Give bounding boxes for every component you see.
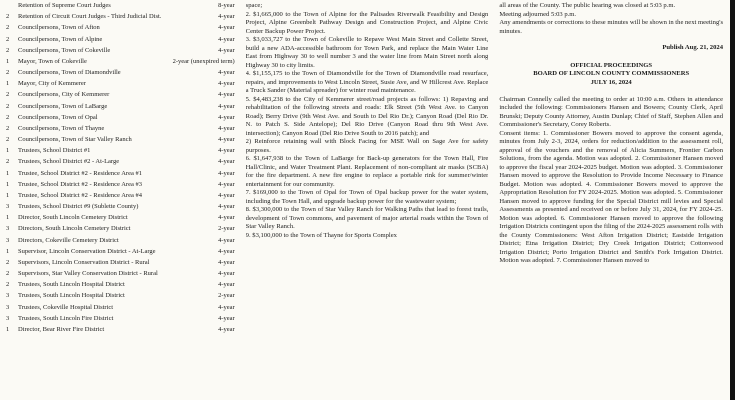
ballot-office-title: Retention of Supreme Court Judges (18, 2, 111, 9)
ballot-office-title: Trustees, School District #2 - At-Large (18, 158, 120, 166)
ballot-office-term: 4-year (218, 13, 235, 21)
ballot-office-count: 1 (6, 191, 10, 199)
grant-project-paragraph: 8. $3,300,000 to the Town of Star Valley Ranch for Walking Paths that lead to forest trails, development of Town commons, and pavement of major arterial roads within the Town of Star Valley Ranch. (245, 206, 489, 230)
ballot-office-row (6, 58, 235, 67)
ballot-offices-column (6, 2, 235, 400)
ballot-office-count: 3 (6, 292, 10, 300)
ballot-office-term: 4-year (218, 314, 235, 322)
ballot-office-term: 4-year (218, 102, 235, 110)
ballot-office-term: 4-year (218, 247, 235, 255)
ballot-office-count: 2 (6, 158, 10, 166)
ballot-office-title: Councilpersons, Town of Diamondville (18, 69, 121, 77)
ballot-office-count: 2 (6, 113, 10, 121)
ballot-office-row (6, 237, 235, 246)
publish-date-line: Publish Aug. 21, 2024 (662, 44, 723, 51)
ballot-office-count: 1 (6, 57, 10, 65)
ballot-office-count: 2 (6, 102, 10, 110)
ballot-office-term: 4-year (218, 180, 235, 188)
ballot-office-title: Mayor, City of Kemmerer (18, 80, 86, 88)
ballot-office-count: 2 (6, 69, 10, 77)
ballot-office-count: 2 (6, 281, 10, 289)
ballot-office-count: 2 (6, 46, 10, 54)
ballot-office-row (6, 2, 235, 11)
ballot-office-title: Councilpersons, Town of Cokeville (18, 46, 111, 54)
proceedings-heading-date: JULY 16, 2024 (590, 78, 632, 86)
grant-project-paragraph: 4. $1,155,175 to the Town of Diamondville for the Town of Diamondville road resurface, repairs, and improvements to West Lincoln Street, Susie Ave, and W Hillcrest Ave. Replace a Truck Sander (Material spreader) for winter road maintenance. (245, 70, 489, 94)
ballot-office-count: 1 (6, 180, 10, 188)
ballot-office-row (6, 326, 235, 335)
ballot-office-count: 2 (6, 35, 10, 43)
grant-project-paragraph: 3. $3,033,727 to the Town of Cokeville to Repave West Main Street and Collette Street, build a new ADA-accessible bathroom for Town Park, and replace the Main Water Line East from Highway 30 to well number 3 and the water line from Main Street north along Highway 30 to city limits. (245, 36, 489, 69)
ballot-office-title: Trustees, School District #1 (18, 147, 91, 155)
amendments-note: Any amendments or corrections to these minutes will be shown in the next meeting's minutes. (499, 19, 723, 35)
ballot-office-row (6, 214, 235, 223)
ballot-office-title: Councilpersons, Town of Star Valley Ranch (18, 136, 132, 144)
meeting-adjourned-line: Meeting adjourned 5:03 p.m. (499, 10, 577, 18)
ballot-office-title: Trustees, South Lincoln Hospital District (18, 281, 125, 289)
ballot-office-row (6, 281, 235, 290)
ballot-office-title: Trustees, School District #9 (Sublette County) (18, 203, 139, 211)
ballot-office-count (6, 2, 18, 11)
ballot-office-term: 2-year (218, 225, 235, 233)
ballot-office-count: 2 (6, 91, 10, 99)
ballot-office-row (6, 114, 235, 123)
ballot-office-title: Trustees, South Lincoln Fire District (18, 314, 114, 322)
ballot-office-term: 4-year (218, 325, 235, 333)
ballot-office-row (6, 103, 235, 112)
ballot-office-count: 1 (6, 247, 10, 255)
ballot-office-row (6, 24, 235, 33)
grant-projects-column (246, 2, 489, 400)
grant-project-paragraph: 7. $169,000 to the Town of Opal for Town of Opal backup power for the water system, including the Town Hall, and upgrade backup power for the wastewater system; (245, 189, 489, 205)
ballot-office-term: 4-year (218, 35, 235, 43)
ballot-office-title: Directors, Cokeville Cemetery District (18, 236, 119, 244)
ballot-office-term: 4-year (218, 80, 235, 88)
grant-project-paragraph: 2. $1,665,000 to the Town of Alpine for the Palisades Riverwalk Feasibility and Design Project, Alpine Greenbelt Pathway Design and Construction Project, and Alpine Civic Center Backup Power Project. (245, 10, 489, 35)
ballot-office-title: Supervisors, Star Valley Conservation District - Rural (18, 270, 158, 278)
ballot-office-row (6, 270, 235, 279)
ballot-office-title: Councilpersons, Town of Alpine (18, 35, 103, 43)
ballot-office-row (6, 80, 235, 89)
ballot-office-row (6, 136, 235, 145)
prior-minutes-continuation: all areas of the County. The public hearing was closed at 5:03 p.m. (499, 2, 676, 9)
ballot-office-term: 8-year (218, 2, 235, 9)
ballot-office-count: 1 (6, 80, 10, 88)
ballot-office-row (6, 225, 235, 234)
ballot-office-term: 4-year (218, 113, 235, 121)
proceedings-heading-board: BOARD OF LINCOLN COUNTY COMMISSIONERS (533, 70, 690, 78)
ballot-office-count: 3 (6, 203, 10, 211)
ballot-office-row (6, 170, 235, 179)
ballot-office-row (6, 248, 235, 257)
ballot-office-count: 3 (6, 225, 10, 233)
ballot-office-term: 4-year (218, 46, 235, 54)
ballot-office-term: 2-year (unexpired term) (172, 57, 235, 65)
ballot-office-row (6, 47, 235, 56)
ballot-office-row (6, 158, 235, 167)
ballot-office-row (6, 192, 235, 201)
ballot-office-title: Mayor, Town of Cokeville (18, 57, 87, 65)
ballot-office-count: 2 (6, 13, 10, 21)
ballot-office-row (6, 259, 235, 268)
ballot-office-term: 4-year (218, 258, 235, 266)
ballot-office-count: 2 (6, 136, 10, 144)
proceedings-heading-title: OFFICIAL PROCEEDINGS (570, 61, 653, 69)
ballot-office-row (6, 203, 235, 212)
ballot-office-count: 2 (6, 124, 10, 132)
ballot-office-title: Trustees, Cokeville Hospital District (18, 303, 114, 311)
ballot-office-row (6, 69, 235, 78)
ballot-office-title: Councilpersons, City of Kemmerer (18, 91, 110, 99)
ballot-office-term: 4-year (218, 270, 235, 278)
ballot-office-term: 4-year (218, 169, 235, 177)
ballot-office-term: 4-year (218, 124, 235, 132)
ballot-office-title: Supervisor, Lincoln Conservation District - At-Large (18, 247, 156, 255)
proceedings-attendance-paragraph: Chairman Connelly called the meeting to order at 10:00 a.m. Others in attendance included the following: Commissioners Hansen and Bowers; County Clerk, April Brunski; Deputy County Attorney, Austin Dunlap; Chief of Staff, Stephen Allen and Commissioner's Secretary, Corey Roberts. (499, 95, 723, 129)
ballot-office-term: 4-year (218, 191, 235, 199)
ballot-office-title: Trustee, School District #2 - Residence Area #1 (18, 169, 142, 177)
ballot-office-row (6, 304, 235, 313)
grant-project-paragraph: 6. $1,647,938 to the Town of LaBarge for Back-up generators for the Town Hall, Fire Hall/Clinic, and Water Treatment Plant. Replacement of non-compliant air masks (SCBA) for the fire department. A new fire engine to replace a portable rink for summer/winter entertainment for our community. (245, 155, 489, 188)
ballot-office-term: 4-year (218, 91, 235, 99)
ballot-office-count: 2 (6, 258, 10, 266)
ballot-office-count: 2 (6, 270, 10, 278)
ballot-office-count: 3 (6, 314, 10, 322)
ballot-office-title: Director, Bear River Fire District (18, 325, 105, 333)
page-scan-edge (730, 0, 735, 400)
ballot-office-term: 4-year (218, 147, 235, 155)
ballot-office-term: 4-year (218, 136, 235, 144)
grant-project-paragraph: 2) Reinforce retaining wall with Block Facing for MSE Wall on Sage Ave for safety purposes. (245, 138, 489, 154)
ballot-office-title: Supervisors, Lincoln Conservation District - Rural (18, 258, 150, 266)
ballot-office-row (6, 292, 235, 301)
ballot-office-count: 3 (6, 303, 10, 311)
grant-project-paragraph: 9. $3,100,000 to the Town of Thayne for Sports Complex (245, 231, 397, 239)
ballot-office-title: Trustee, School District #2 - Residence Area #3 (18, 180, 142, 188)
ballot-office-title: Trustees, South Lincoln Hospital District (18, 292, 125, 300)
ballot-office-count: 1 (6, 325, 10, 333)
ballot-office-title: Retention of Circuit Court Judges - Third Judicial Dist. (18, 13, 162, 21)
ballot-office-count: 1 (6, 214, 10, 222)
ballot-office-title: Councilpersons, Town of Opal (18, 113, 98, 121)
ballot-office-count: 3 (6, 236, 10, 244)
ballot-office-term: 4-year (218, 281, 235, 289)
proceedings-heading (499, 62, 723, 88)
ballot-office-term: 4-year (218, 303, 235, 311)
official-proceedings-column (499, 2, 723, 400)
ballot-office-term: 4-year (218, 24, 235, 32)
ballot-office-term: 4-year (218, 236, 235, 244)
ballot-office-count: 1 (6, 147, 10, 155)
ballot-office-term: 4-year (218, 69, 235, 77)
ballot-office-title: Councilpersons, Town of Thayne (18, 124, 105, 132)
ballot-office-title: Councilpersons, Town of LaBarge (18, 102, 108, 110)
grant-project-paragraph: 5. $4,483,238 to the City of Kemmerer street/road projects as follows: 1) Repaving and rehabilitation of the following streets and roads: Elk Street (5th West Ave. to Canyon Road); Berry Drive (9th West Ave. and South to Del Rio Dr.); Canyon Road (Del Rio Dr. N. to Patch S. Side Antelope); Del Rio Drive (Canyon Road thru 9th West Ave. intersection); Canyon Road (Del Rio Drive South to 2016 patch); and (245, 95, 489, 137)
ballot-office-row (6, 13, 235, 22)
ballot-office-term: 2-year (218, 292, 235, 300)
ballot-office-term: 4-year (218, 158, 235, 166)
ballot-office-count: 2 (6, 24, 10, 32)
proceedings-consent-items-paragraph: Consent items: 1. Commissioner Bowers moved to approve the consent agenda, minutes from July 2-3, 2024, orders for reduction/addition to the assessment roll, approval of the vouchers and the removal of Alicia Summers, Frontier Carbon Solutions, from the agenda. Motion was adopted. 2. Commissioner Hansen moved to approve the fiscal year 2024-2025 budget. Motion was adopted. 3. Commissioner Hansen moved to approve the Resolution to Provide Income Necessary to Finance Budget. Motion was adopted. 4. Commissioner Bowers moved to approve the Appropriation Resolution for FY 2024-2025. Motion was adopted. 5. Commissioner Hansen moved to approve funding for the Special District mill levies and Special Assessments as presented and received on or before July 31, 2024, for FY 2024-25. Motion was adopted. 6. Commissioner Hansen moved to approve the following Irrigation Districts contingent upon the filing of the 2024-2025 assessment rolls with the County Commissioners: West Afton Irrigation District; Eastside Irrigation District; Etna Irrigation District; Dry Creek Irrigation District; Cottonwood Irrigation District; Porto Irrigation District and Smith's Fork Irrigation District. Motion was adopted. 7. Commissioner Hansen moved to (499, 129, 723, 265)
ballot-office-row (6, 125, 235, 134)
ballot-office-term: 4-year (218, 203, 235, 211)
grant-project-paragraph: space; (245, 2, 263, 9)
ballot-office-row (6, 91, 235, 100)
ballot-office-row (6, 147, 235, 156)
ballot-office-count: 1 (6, 169, 10, 177)
ballot-office-title: Councilpersons, Town of Afton (18, 24, 100, 32)
ballot-office-title: Trustee, School District #2 - Residence Area #4 (18, 191, 142, 199)
ballot-office-title: Director, South Lincoln Cemetery District (18, 214, 128, 222)
ballot-office-row (6, 181, 235, 190)
ballot-office-term: 4-year (218, 214, 235, 222)
ballot-office-title: Directors, South Lincoln Cemetery District (18, 225, 131, 233)
ballot-office-row (6, 315, 235, 324)
ballot-office-row (6, 36, 235, 45)
